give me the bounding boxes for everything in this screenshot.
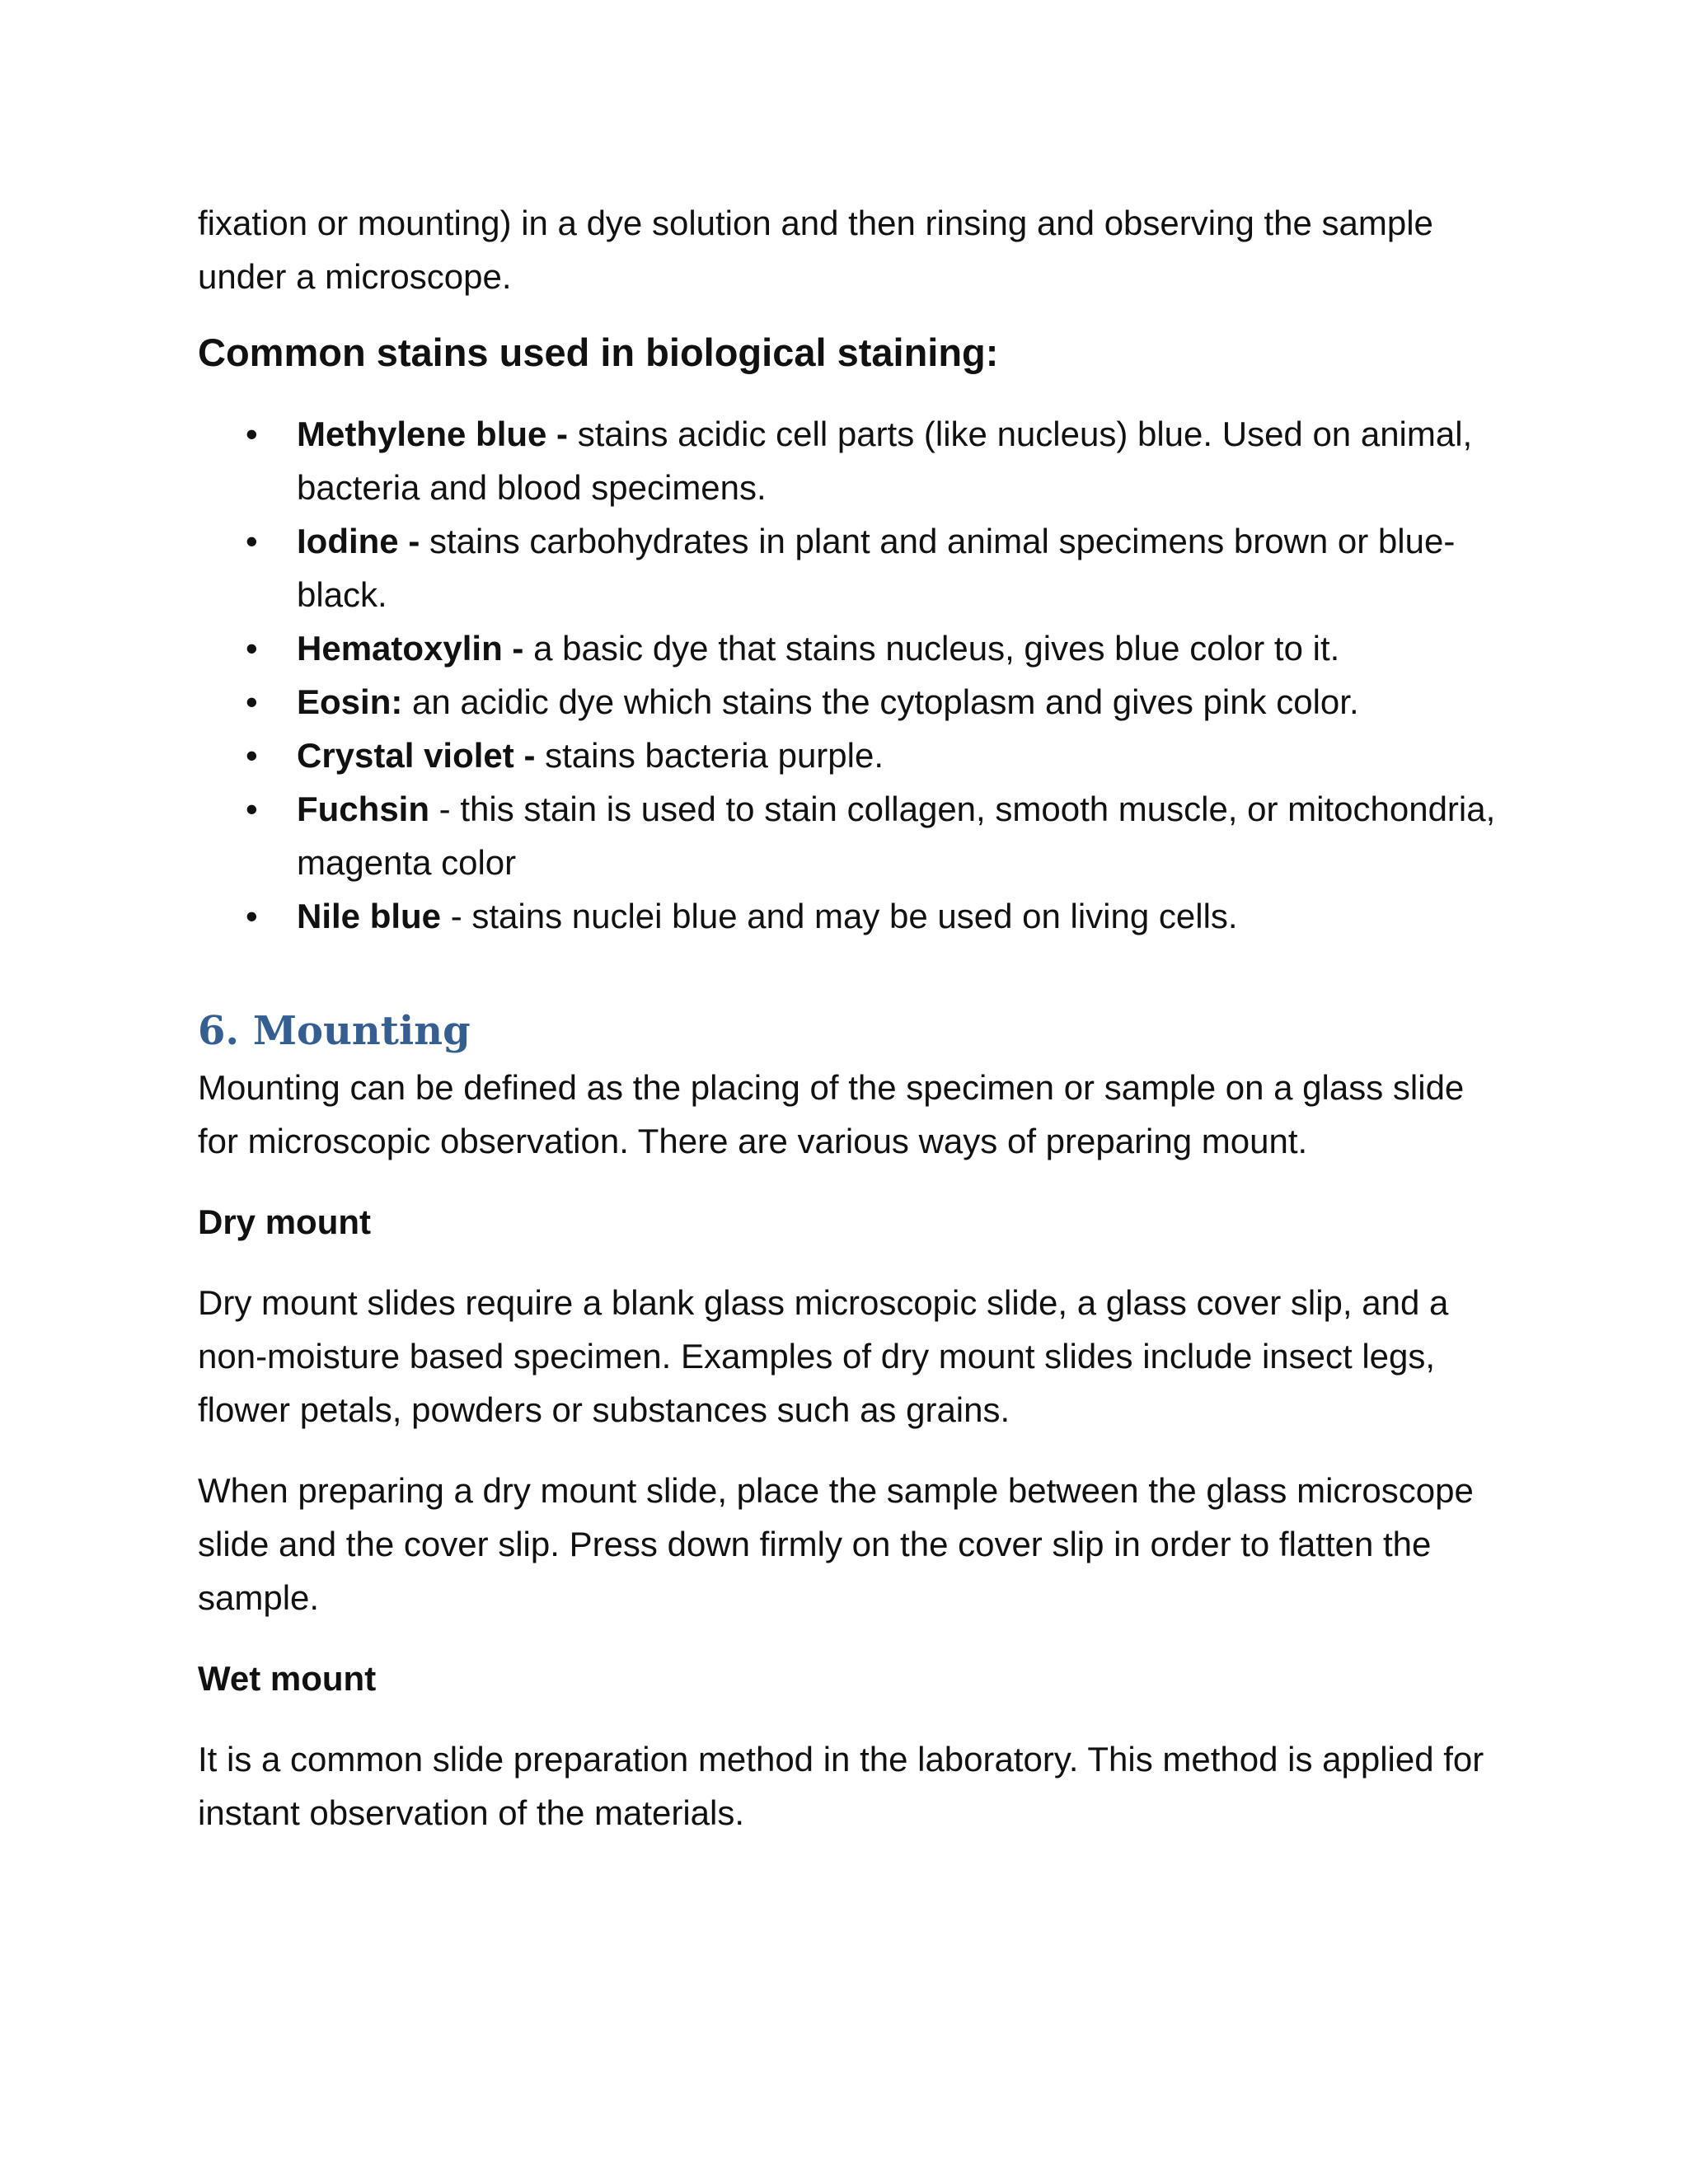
dry-mount-paragraph-1: Dry mount slides require a blank glass microscopic slide, a glass cover slip, and a non-moisture based specimen. Examples of dry mount slides include insect legs, flower petals, powders or substances such as grains.: [198, 1283, 1449, 1429]
list-item: [198, 621, 1500, 675]
stains-heading: Common stains used in biological staining:: [198, 330, 999, 374]
list-item: [198, 407, 1500, 514]
stains-list: [198, 407, 1500, 943]
list-item: [198, 729, 1500, 782]
bullet-icon: •: [246, 790, 258, 828]
intro-paragraph: fixation or mounting) in a dye solution and then rinsing and observing the sample under a microscope.: [198, 204, 1433, 296]
stain-term: Hematoxylin -: [297, 629, 524, 668]
list-item: [198, 675, 1500, 729]
stain-description: an acidic dye which stains the cytoplasm and gives pink color.: [402, 682, 1359, 721]
stain-term: Crystal violet -: [297, 736, 536, 775]
list-item: [198, 782, 1500, 889]
stain-term: Eosin:: [297, 682, 403, 721]
mounting-intro-paragraph: Mounting can be defined as the placing of the specimen or sample on a glass slide for microscopic observation. There are various ways of preparing mount.: [198, 1068, 1465, 1160]
stain-description: a basic dye that stains nucleus, gives blue color to it.: [523, 629, 1340, 668]
wet-mount-heading: Wet mount: [198, 1659, 377, 1698]
dry-mount-paragraph-2: When preparing a dry mount slide, place the sample between the glass microscope slide and the cover slip. Press down firmly on the cover slip in order to flatten the sample.: [198, 1471, 1474, 1617]
bullet-icon: •: [246, 629, 258, 668]
stain-term: Nile blue: [297, 897, 442, 935]
wet-mount-paragraph-1: It is a common slide preparation method in the laboratory. This method is applied for instant observation of the materials.: [198, 1740, 1484, 1832]
stain-description: stains carbohydrates in plant and animal specimens brown or blue-black.: [297, 522, 1456, 614]
stain-description: - stains nuclei blue and may be used on living cells.: [441, 897, 1238, 935]
bullet-icon: •: [246, 736, 258, 775]
bullet-icon: •: [246, 415, 258, 453]
stain-term: Fuchsin: [297, 790, 430, 828]
stain-term: Methylene blue -: [297, 415, 569, 453]
bullet-icon: •: [246, 682, 258, 721]
list-item: [198, 514, 1500, 621]
stain-term: Iodine -: [297, 522, 420, 560]
stain-description: stains bacteria purple.: [535, 736, 884, 775]
mounting-heading: 6. Mounting: [198, 1008, 471, 1054]
bullet-icon: •: [246, 897, 258, 935]
stain-description: - this stain is used to stain collagen, smooth muscle, or mitochondria, magenta color: [297, 790, 1496, 882]
bullet-icon: •: [246, 522, 258, 560]
list-item: [198, 889, 1500, 943]
dry-mount-heading: Dry mount: [198, 1202, 371, 1241]
stain-description: stains acidic cell parts (like nucleus) blue. Used on animal, bacteria and blood specimens.: [297, 415, 1473, 507]
document-page: [198, 196, 1500, 1867]
